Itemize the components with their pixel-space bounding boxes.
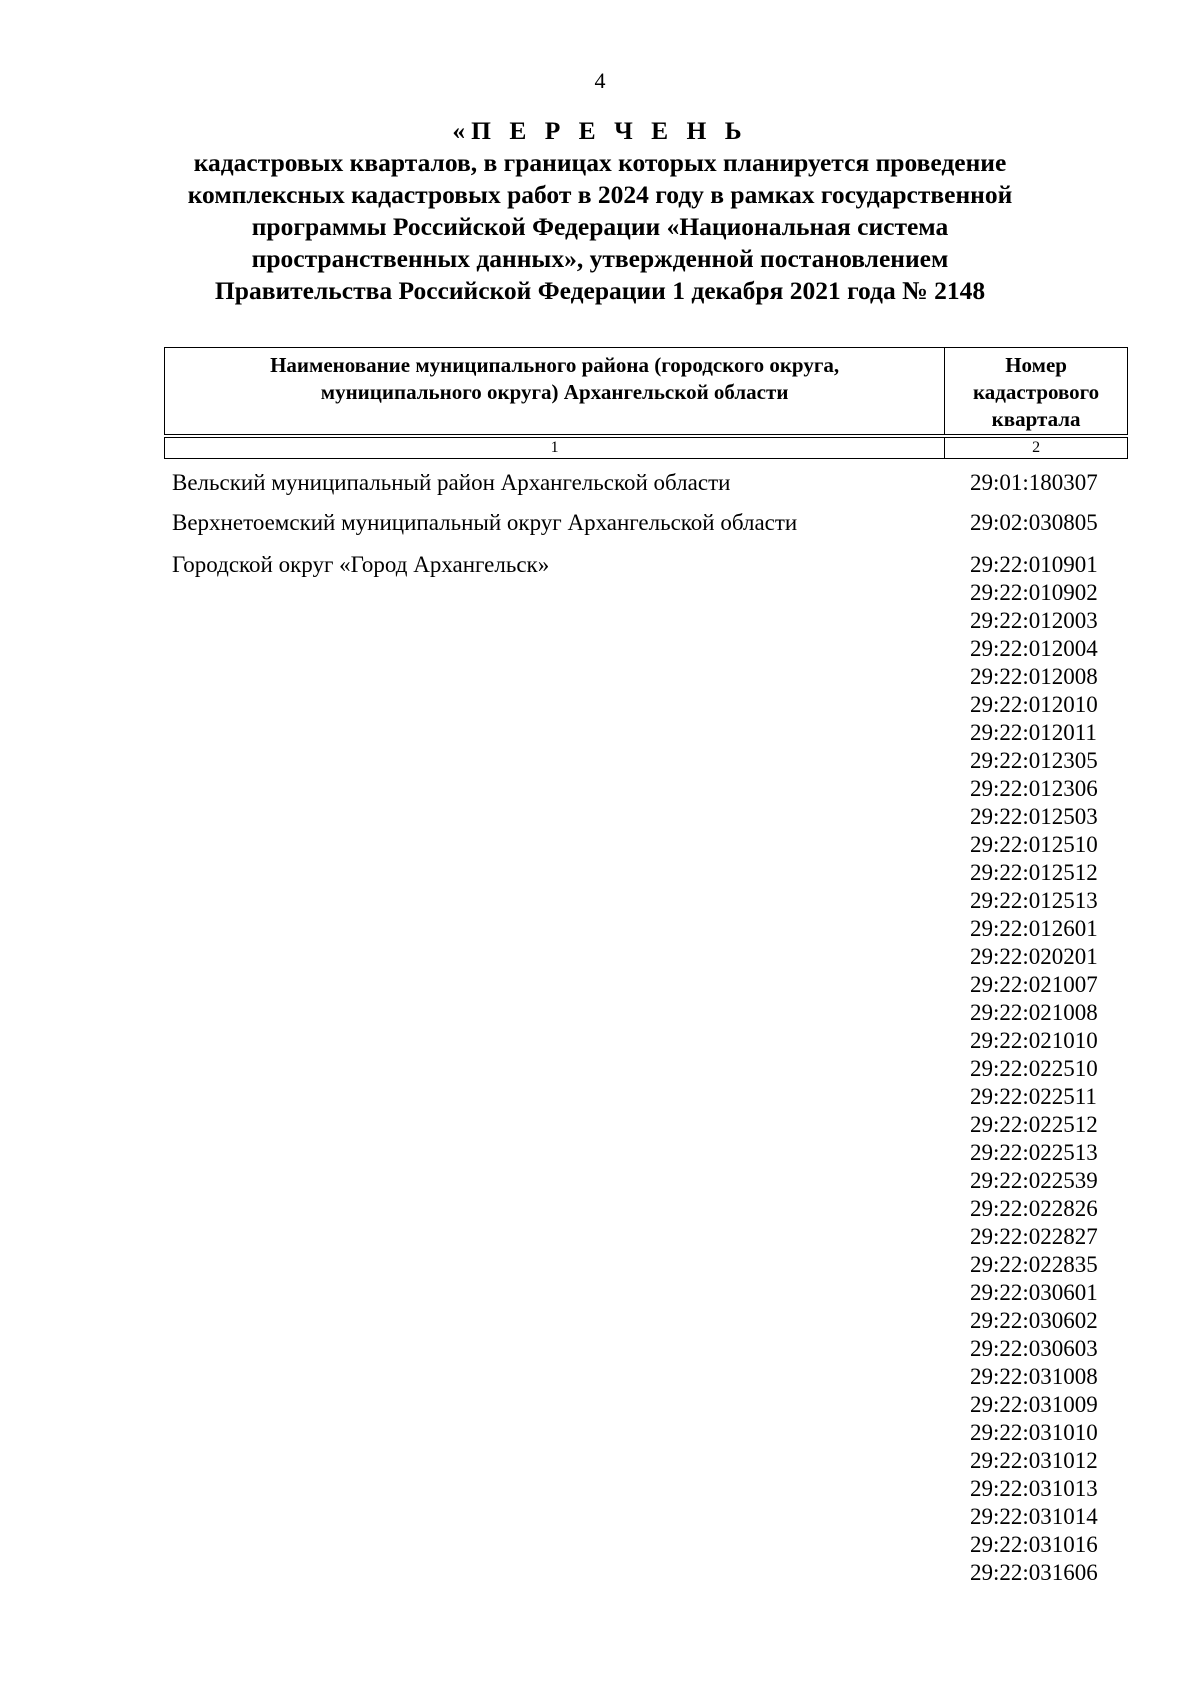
cadastral-code: 29:22:012004 (970, 636, 1098, 661)
cadastral-code: 29:22:022510 (970, 1056, 1098, 1081)
cadastral-code: 29:22:012601 (970, 916, 1098, 941)
cadastral-code: 29:22:012008 (970, 664, 1098, 689)
cadastral-code: 29:22:012305 (970, 748, 1098, 773)
cadastral-codes (970, 469, 1098, 497)
cadastral-code: 29:22:021008 (970, 1000, 1098, 1025)
district-name: Верхнетоемский муниципальный округ Архангельской области (172, 510, 798, 535)
column-index: 1 (165, 438, 945, 459)
column-header-number (945, 348, 1128, 435)
cadastral-code: 29:22:030602 (970, 1308, 1098, 1333)
cadastral-code: 29:22:012513 (970, 888, 1098, 913)
title-line: Правительства Российской Федерации 1 декабря 2021 года № 2148 (214, 276, 986, 305)
page-number: 4 (594, 68, 606, 93)
cadastral-codes (970, 509, 1098, 537)
column-header-line: квартала (991, 407, 1081, 431)
cadastral-code: 29:22:021007 (970, 972, 1098, 997)
cadastral-code: 29:22:012503 (970, 804, 1098, 829)
district-name: Городской округ «Город Архангельск» (172, 552, 550, 577)
column-index: 2 (945, 438, 1128, 459)
cadastral-code: 29:22:031008 (970, 1364, 1098, 1389)
cadastral-code: 29:22:010902 (970, 580, 1098, 605)
cadastral-code: 29:22:012003 (970, 608, 1098, 633)
title-line: пространственных данных», утвержденной постановлением (251, 244, 949, 273)
cadastral-code: 29:22:031014 (970, 1504, 1098, 1529)
cadastral-code: 29:22:022511 (970, 1084, 1097, 1109)
district-name: Вельский муниципальный район Архангельской области (172, 470, 731, 495)
cadastral-code: 29:22:031010 (970, 1420, 1098, 1445)
cadastral-code: 29:22:031013 (970, 1476, 1098, 1501)
cadastral-code: 29:22:030603 (970, 1336, 1098, 1361)
cadastral-code: 29:22:022513 (970, 1140, 1098, 1165)
cadastral-code: 29:22:010901 (970, 552, 1098, 577)
cadastral-code: 29:22:031606 (970, 1560, 1098, 1585)
cadastral-code: 29:22:012011 (970, 720, 1097, 745)
table-header (164, 347, 1128, 459)
column-header-line: кадастрового (973, 380, 1100, 404)
cadastral-code: 29:22:031012 (970, 1448, 1098, 1473)
column-header-line: Наименование муниципального района (городского округа, (270, 353, 840, 377)
cadastral-code: 29:22:021010 (970, 1028, 1098, 1053)
cadastral-code: 29:22:022835 (970, 1252, 1098, 1277)
column-header-name (165, 348, 945, 435)
cadastral-code: 29:02:030805 (970, 510, 1098, 535)
cadastral-code: 29:22:022512 (970, 1112, 1098, 1137)
cadastral-code: 29:22:031016 (970, 1532, 1098, 1557)
title-main: «П Е Р Е Ч Е Н Ь (452, 116, 748, 145)
cadastral-codes (970, 551, 1098, 1587)
title-line: комплексных кадастровых работ в 2024 году в рамках государственной (187, 180, 1013, 209)
column-header-line: Номер (1005, 353, 1067, 377)
cadastral-code: 29:22:020201 (970, 944, 1098, 969)
cadastral-code: 29:22:022826 (970, 1196, 1098, 1221)
cadastral-code: 29:01:180307 (970, 470, 1098, 495)
cadastral-code: 29:22:022827 (970, 1224, 1098, 1249)
cadastral-code: 29:22:012306 (970, 776, 1098, 801)
column-header-line: муниципального округа) Архангельской области (320, 380, 789, 404)
cadastral-code: 29:22:030601 (970, 1280, 1098, 1305)
document-title (140, 115, 1060, 307)
cadastral-code: 29:22:012512 (970, 860, 1098, 885)
cadastral-code: 29:22:012510 (970, 832, 1098, 857)
cadastral-code: 29:22:012010 (970, 692, 1098, 717)
cadastral-code: 29:22:031009 (970, 1392, 1098, 1417)
cadastral-code: 29:22:022539 (970, 1168, 1098, 1193)
title-line: кадастровых кварталов, в границах которых планируется проведение (193, 148, 1007, 177)
title-line: программы Российской Федерации «Национальная система (251, 212, 949, 241)
